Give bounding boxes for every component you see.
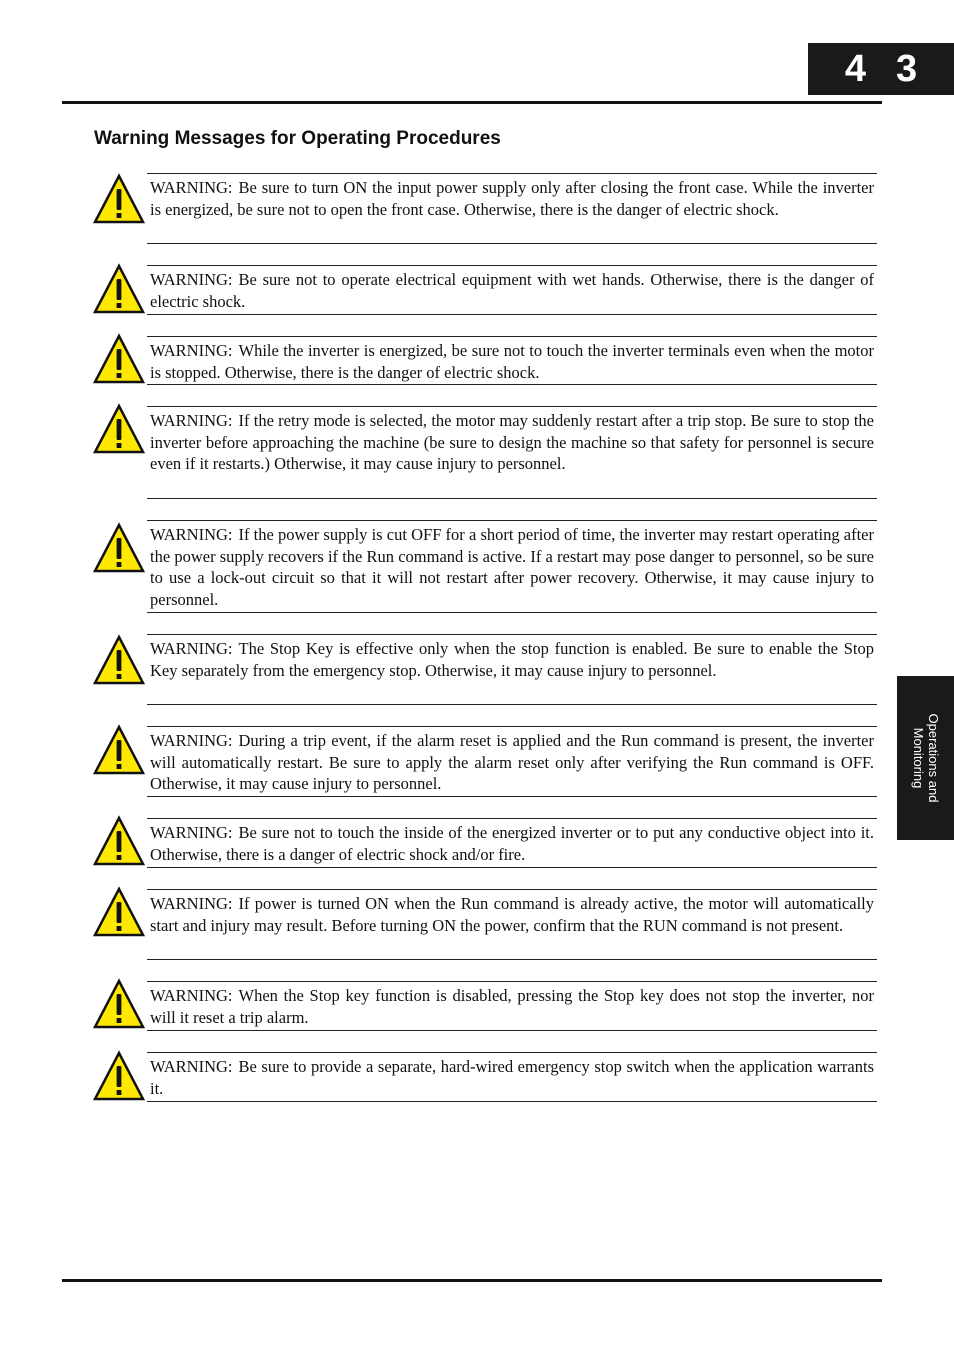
warning-label: WARNING: bbox=[150, 178, 233, 197]
warning-box bbox=[147, 520, 877, 613]
warning-item bbox=[90, 818, 877, 868]
warning-text: Be sure to provide a separate, hard-wired emergency stop switch when the application warrants it. bbox=[150, 1057, 874, 1098]
warning-box bbox=[147, 889, 877, 960]
warning-paragraph bbox=[147, 521, 877, 610]
warning-triangle-icon bbox=[92, 724, 146, 776]
warning-item bbox=[90, 520, 877, 613]
warning-label: WARNING: bbox=[150, 894, 233, 913]
warning-label: WARNING: bbox=[150, 639, 233, 658]
warning-triangle-icon bbox=[92, 403, 146, 455]
header-rule bbox=[62, 101, 882, 104]
warning-item bbox=[90, 889, 877, 960]
warning-box bbox=[147, 336, 877, 385]
warning-triangle-icon bbox=[92, 263, 146, 315]
warning-triangle-icon bbox=[92, 886, 146, 938]
warning-box bbox=[147, 173, 877, 244]
warning-label: WARNING: bbox=[150, 411, 233, 430]
warning-paragraph bbox=[147, 635, 877, 681]
warning-text: If the power supply is cut OFF for a short period of time, the inverter may restart operating after the power supply recovers if the Run command is active. If a restart may pose danger to personnel, so be sure to use a lock-out circuit so that it will not restart after power recovery. Otherwise, it may cause injury to personnel. bbox=[150, 525, 874, 609]
page-number-tab bbox=[808, 43, 954, 95]
warning-box bbox=[147, 1052, 877, 1102]
warning-box bbox=[147, 981, 877, 1031]
warning-item bbox=[90, 981, 877, 1031]
section-title: Warning Messages for Operating Procedures bbox=[94, 128, 501, 149]
warning-label: WARNING: bbox=[150, 1057, 233, 1076]
warning-text: While the inverter is energized, be sure not to touch the inverter terminals even when the motor is stopped. Otherwise, there is the danger of electric shock. bbox=[150, 341, 874, 382]
warning-paragraph bbox=[147, 407, 877, 475]
warning-label: WARNING: bbox=[150, 986, 233, 1005]
warning-paragraph bbox=[147, 266, 877, 312]
warning-item bbox=[90, 406, 877, 499]
warning-item bbox=[90, 265, 877, 315]
warning-paragraph bbox=[147, 982, 877, 1028]
footer-rule bbox=[62, 1279, 882, 1282]
warning-box bbox=[147, 818, 877, 868]
warning-paragraph bbox=[147, 174, 877, 220]
warning-triangle-icon bbox=[92, 333, 146, 385]
warning-box bbox=[147, 406, 877, 499]
warning-triangle-icon bbox=[92, 173, 146, 225]
warning-item bbox=[90, 726, 877, 797]
chapter-side-tab bbox=[897, 676, 954, 840]
warning-triangle-icon bbox=[92, 522, 146, 574]
warning-text: Be sure not to operate electrical equipment with wet hands. Otherwise, there is the danger of electric shock. bbox=[150, 270, 874, 311]
warning-triangle-icon bbox=[92, 634, 146, 686]
warning-box bbox=[147, 265, 877, 315]
warning-label: WARNING: bbox=[150, 823, 233, 842]
warning-item bbox=[90, 336, 877, 385]
warning-text: During a trip event, if the alarm reset is applied and the Run command is present, the inverter will automatically restart. Be sure to apply the alarm reset only after verifying the Run command is OFF. Otherwise, it may cause injury to personnel. bbox=[150, 731, 874, 793]
warning-text: If power is turned ON when the Run command is already active, the motor will automatically start and injury may result. Before turning ON the power, confirm that the RUN command is not present. bbox=[150, 894, 874, 935]
warning-item bbox=[90, 634, 877, 705]
warning-paragraph bbox=[147, 819, 877, 865]
warning-box bbox=[147, 726, 877, 797]
warning-label: WARNING: bbox=[150, 341, 233, 360]
warning-text: The Stop Key is effective only when the stop function is enabled. Be sure to enable the Stop Key separately from the emergency stop. Otherwise, it may cause injury to personnel. bbox=[150, 639, 874, 680]
warning-text: When the Stop key function is disabled, pressing the Stop key does not stop the inverter, nor will it reset a trip alarm. bbox=[150, 986, 874, 1027]
warning-label: WARNING: bbox=[150, 731, 233, 750]
warning-text: Be sure not to touch the inside of the energized inverter or to put any conductive object into it. Otherwise, there is a danger of electric shock and/or fire. bbox=[150, 823, 874, 864]
warning-paragraph bbox=[147, 337, 877, 383]
warning-text: Be sure to turn ON the input power supply only after closing the front case. While the inverter is energized, be sure not to open the front case. Otherwise, there is the danger of electric shock. bbox=[150, 178, 874, 219]
warning-item bbox=[90, 173, 877, 244]
warning-text: If the retry mode is selected, the motor may suddenly restart after a trip stop. Be sure to stop the inverter before approaching the machine (be sure to design the machine so that safety for personnel is secure even if it restarts.) Otherwise, it may cause injury to personnel. bbox=[150, 411, 874, 473]
warning-triangle-icon bbox=[92, 1050, 146, 1102]
side-tab-line1: Operations and bbox=[925, 713, 941, 803]
page-number: 3 bbox=[896, 48, 918, 90]
warning-triangle-icon bbox=[92, 815, 146, 867]
warning-paragraph bbox=[147, 1053, 877, 1099]
warning-label: WARNING: bbox=[150, 525, 233, 544]
chapter-number: 4 bbox=[844, 48, 866, 90]
side-tab-line2: Monitoring bbox=[910, 727, 926, 789]
warning-paragraph bbox=[147, 890, 877, 936]
warning-label: WARNING: bbox=[150, 270, 233, 289]
warning-triangle-icon bbox=[92, 978, 146, 1030]
warning-item bbox=[90, 1052, 877, 1102]
warning-paragraph bbox=[147, 727, 877, 795]
warning-box bbox=[147, 634, 877, 705]
